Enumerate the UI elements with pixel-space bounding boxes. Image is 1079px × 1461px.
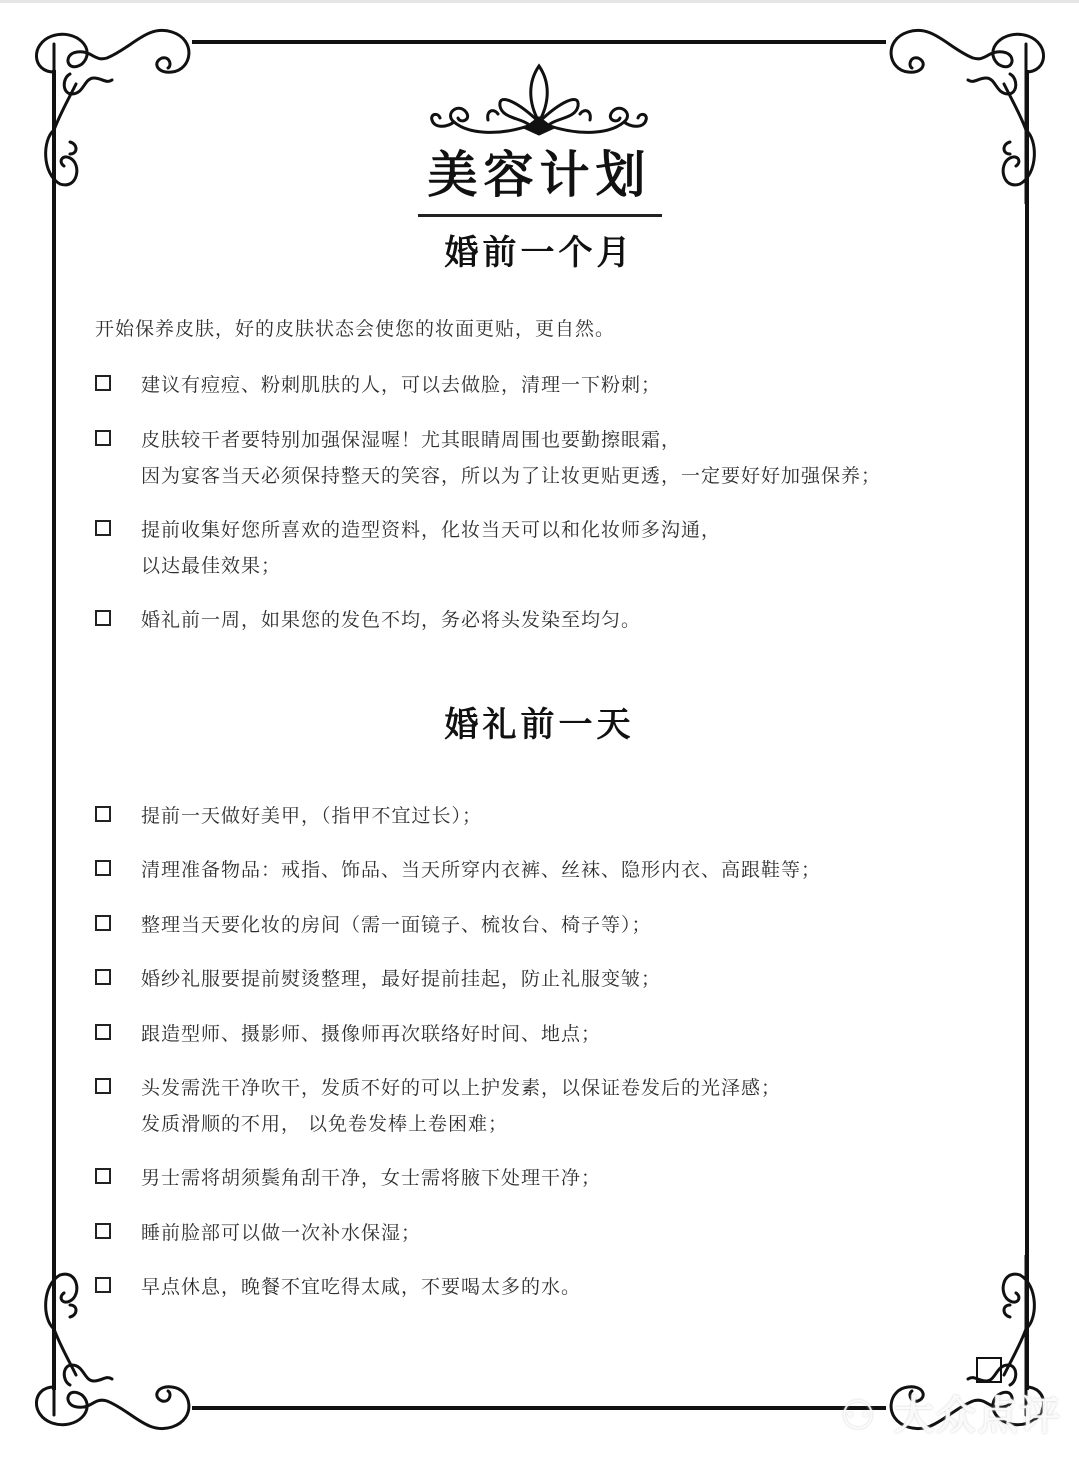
dianping-logo-icon: ⚇ xyxy=(840,1393,878,1439)
item-text: 头发需洗干净吹干，发质不好的可以上护发素，以保证卷发后的光泽感； xyxy=(141,1077,782,1099)
section-intro: 开始保养皮肤，好的皮肤状态会使您的妆面更贴，更自然。 xyxy=(95,318,616,340)
item-text: 整理当天要化妆的房间（需一面镜子、梳妆台、椅子等）； xyxy=(141,914,652,936)
item-text: 提前一天做好美甲，（指甲不宜过长）； xyxy=(141,805,483,827)
checkbox[interactable] xyxy=(95,969,111,985)
checkbox[interactable] xyxy=(95,375,111,391)
watermark-text: 大众点评 xyxy=(893,1393,1062,1439)
checkbox[interactable] xyxy=(95,1078,111,1094)
item-text: 提前收集好您所喜欢的造型资料，化妆当天可以和化妆师多沟通， xyxy=(141,519,722,541)
checklist-item xyxy=(95,907,652,943)
checklist-item xyxy=(95,852,821,888)
checkbox[interactable] xyxy=(95,430,111,446)
top-edge xyxy=(0,0,1079,3)
frame-top-border xyxy=(192,40,886,44)
page-title: 美容计划 xyxy=(427,146,652,204)
item-text: 婚礼前一周，如果您的发色不均，务必将头发染至均匀。 xyxy=(141,609,642,631)
crown-ornament-icon xyxy=(428,62,650,138)
checkbox[interactable] xyxy=(95,1223,111,1239)
checklist-item xyxy=(95,1215,421,1251)
checkbox[interactable] xyxy=(95,860,111,876)
checklist-item xyxy=(95,367,661,403)
checklist-item xyxy=(95,798,482,834)
checklist-item xyxy=(95,1070,781,1142)
title-divider xyxy=(418,214,662,217)
checkbox[interactable] xyxy=(95,1168,111,1184)
checkbox[interactable] xyxy=(95,806,111,822)
item-text: 睡前脸部可以做一次补水保湿； xyxy=(141,1222,422,1244)
checklist-item xyxy=(95,1269,581,1305)
checklist-item xyxy=(95,1160,601,1196)
checkbox[interactable] xyxy=(95,1277,111,1293)
item-text: 建议有痘痘、粉刺肌肤的人，可以去做脸，清理一下粉刺； xyxy=(141,374,662,396)
section-heading-month-before: 婚前一个月 xyxy=(444,233,635,273)
item-text: 早点休息，晚餐不宜吃得太咸，不要喝太多的水。 xyxy=(141,1276,582,1298)
checklist-item xyxy=(95,422,881,494)
item-text: 跟造型师、摄影师、摄像师再次联络好时间、地点； xyxy=(141,1023,602,1045)
checklist-item xyxy=(95,961,661,997)
checkbox[interactable] xyxy=(95,915,111,931)
watermark xyxy=(840,1384,1062,1441)
checkbox[interactable] xyxy=(95,520,111,536)
item-text: 清理准备物品：戒指、饰品、当天所穿内衣裤、丝袜、隐形内衣、高跟鞋等； xyxy=(141,859,822,881)
checklist-item xyxy=(95,512,721,584)
item-text: 发质滑顺的不用， 以免卷发棒上卷困难； xyxy=(141,1113,509,1135)
item-text: 皮肤较干者要特别加强保湿喔！尤其眼睛周围也要勤擦眼霜， xyxy=(141,429,682,451)
checkbox[interactable] xyxy=(95,1024,111,1040)
item-text: 男士需将胡须鬓角刮干净，女士需将腋下处理干净； xyxy=(141,1167,602,1189)
checkbox[interactable] xyxy=(95,610,111,626)
section-heading-day-before: 婚礼前一天 xyxy=(444,705,635,745)
checklist-item xyxy=(95,602,641,638)
checklist-item xyxy=(95,1016,601,1052)
item-text: 因为宴客当天必须保持整天的笑容，所以为了让妆更贴更透，一定要好好加强保养； xyxy=(141,465,882,487)
small-square-mark xyxy=(976,1357,1002,1383)
item-text: 以达最佳效果； xyxy=(141,555,282,577)
frame-bottom-border xyxy=(192,1406,886,1410)
item-text: 婚纱礼服要提前熨烫整理，最好提前挂起，防止礼服变皱； xyxy=(141,968,662,990)
